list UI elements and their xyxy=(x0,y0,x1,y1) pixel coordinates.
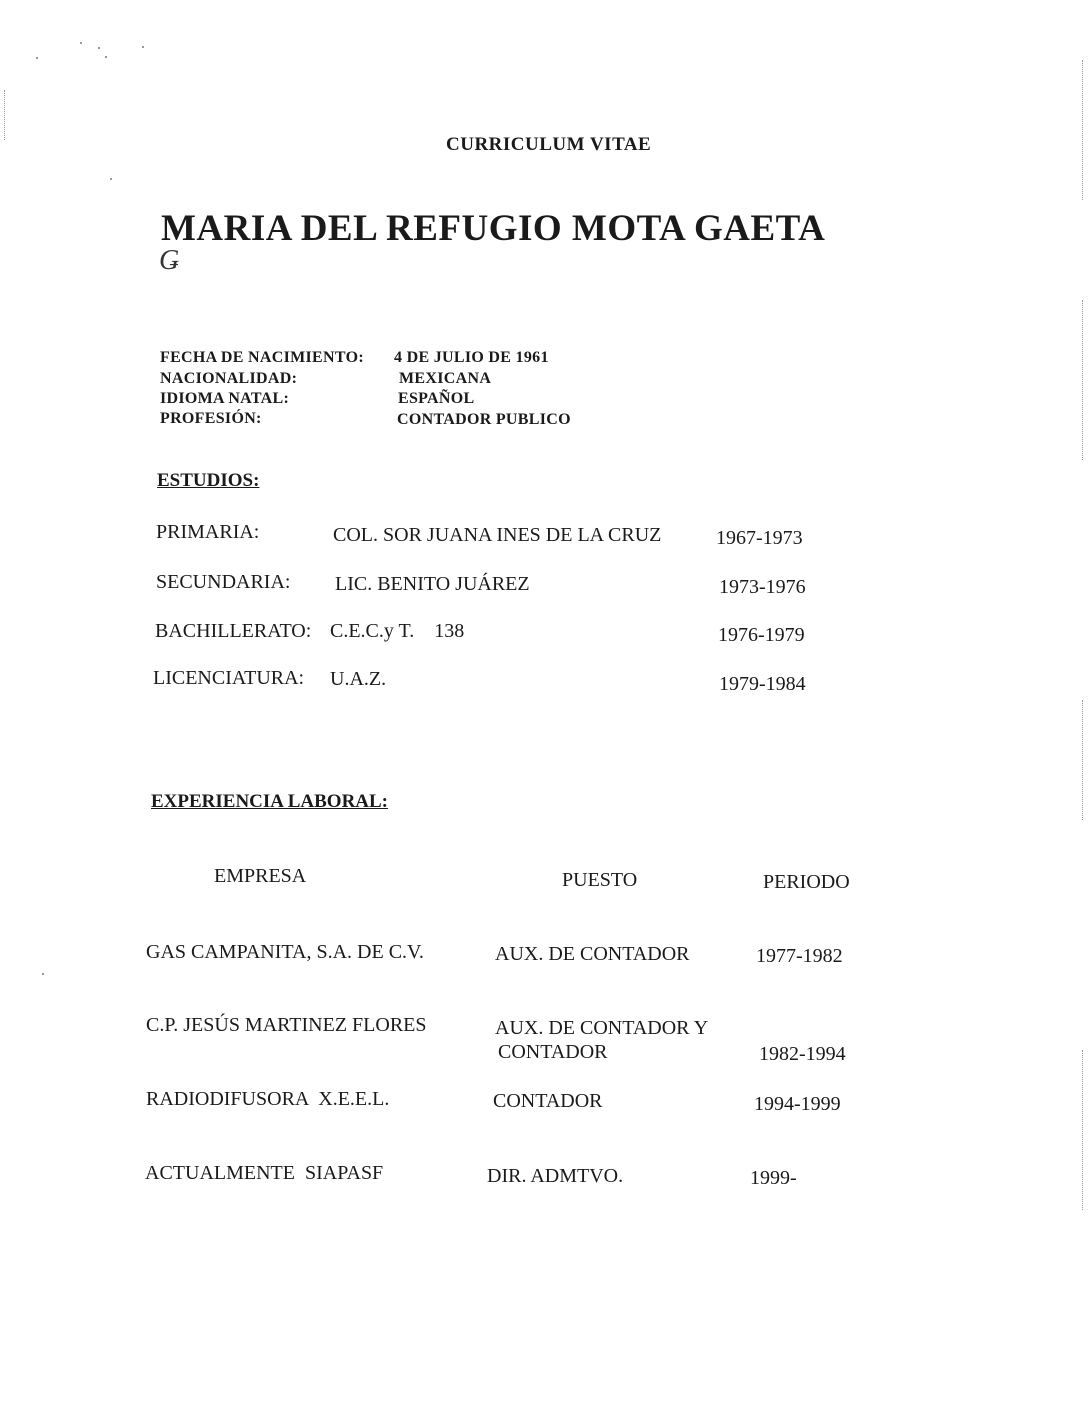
study-school: LIC. BENITO JUÁREZ xyxy=(335,573,530,595)
scan-speck xyxy=(105,56,107,58)
column-header-position: PUESTO xyxy=(562,869,638,891)
study-school: COL. SOR JUANA INES DE LA CRUZ xyxy=(333,524,662,546)
native-language-label: IDIOMA NATAL: xyxy=(160,390,290,407)
job-position: AUX. DE CONTADOR Y xyxy=(495,1017,709,1039)
birthdate-value: 4 DE JULIO DE 1961 xyxy=(394,349,549,366)
studies-heading: ESTUDIOS: xyxy=(157,470,260,491)
study-level: LICENCIATURA: xyxy=(153,667,305,689)
study-years: 1979-1984 xyxy=(719,673,806,695)
birthdate-label: FECHA DE NACIMIENTO: xyxy=(160,349,364,366)
scan-edge-line xyxy=(1082,700,1083,820)
study-years: 1973-1976 xyxy=(719,576,806,598)
scan-edge-line xyxy=(4,90,5,140)
study-level: PRIMARIA: xyxy=(156,521,260,543)
study-school: U.A.Z. xyxy=(330,668,387,690)
job-company: GAS CAMPANITA, S.A. DE C.V. xyxy=(146,941,424,963)
scan-speck xyxy=(110,178,112,180)
job-period: 1982-1994 xyxy=(759,1043,846,1065)
scan-edge-line xyxy=(1082,300,1083,460)
profession-label: PROFESIÓN: xyxy=(160,410,262,427)
nationality-label: NACIONALIDAD: xyxy=(160,370,298,387)
job-period: 1999- xyxy=(750,1167,797,1189)
column-header-period: PERIODO xyxy=(763,871,850,893)
document-title: CURRICULUM VITAE xyxy=(446,134,652,155)
handwritten-initial: Ǥ xyxy=(159,245,180,276)
scan-speck xyxy=(142,46,144,48)
job-company: C.P. JESÚS MARTINEZ FLORES xyxy=(146,1014,427,1036)
profession-value: CONTADOR PUBLICO xyxy=(397,411,571,428)
scan-speck xyxy=(98,47,100,49)
scan-edge-line xyxy=(1082,60,1083,200)
job-period: 1977-1982 xyxy=(756,945,843,967)
scan-speck xyxy=(36,57,38,59)
study-years: 1967-1973 xyxy=(716,527,803,549)
job-period: 1994-1999 xyxy=(754,1093,841,1115)
study-years: 1976-1979 xyxy=(718,624,805,646)
scan-edge-line xyxy=(1082,1050,1083,1210)
job-position: AUX. DE CONTADOR xyxy=(495,943,690,965)
job-position: CONTADOR xyxy=(493,1090,603,1112)
candidate-name: MARIA DEL REFUGIO MOTA GAETA xyxy=(161,208,826,249)
study-level: BACHILLERATO: xyxy=(155,620,312,642)
job-position-line-2: CONTADOR xyxy=(498,1041,608,1063)
study-school: C.E.C.y T. 138 xyxy=(330,620,465,642)
scan-speck xyxy=(42,973,44,975)
job-position: DIR. ADMTVO. xyxy=(487,1165,624,1187)
column-header-company: EMPRESA xyxy=(214,865,307,887)
study-level: SECUNDARIA: xyxy=(156,571,291,593)
scan-speck xyxy=(80,42,82,44)
experience-heading: EXPERIENCIA LABORAL: xyxy=(151,791,389,812)
nationality-value: MEXICANA xyxy=(399,370,492,387)
job-company: RADIODIFUSORA X.E.E.L. xyxy=(146,1088,390,1110)
job-company: ACTUALMENTE SIAPASF xyxy=(145,1162,384,1184)
native-language-value: ESPAÑOL xyxy=(398,390,475,407)
